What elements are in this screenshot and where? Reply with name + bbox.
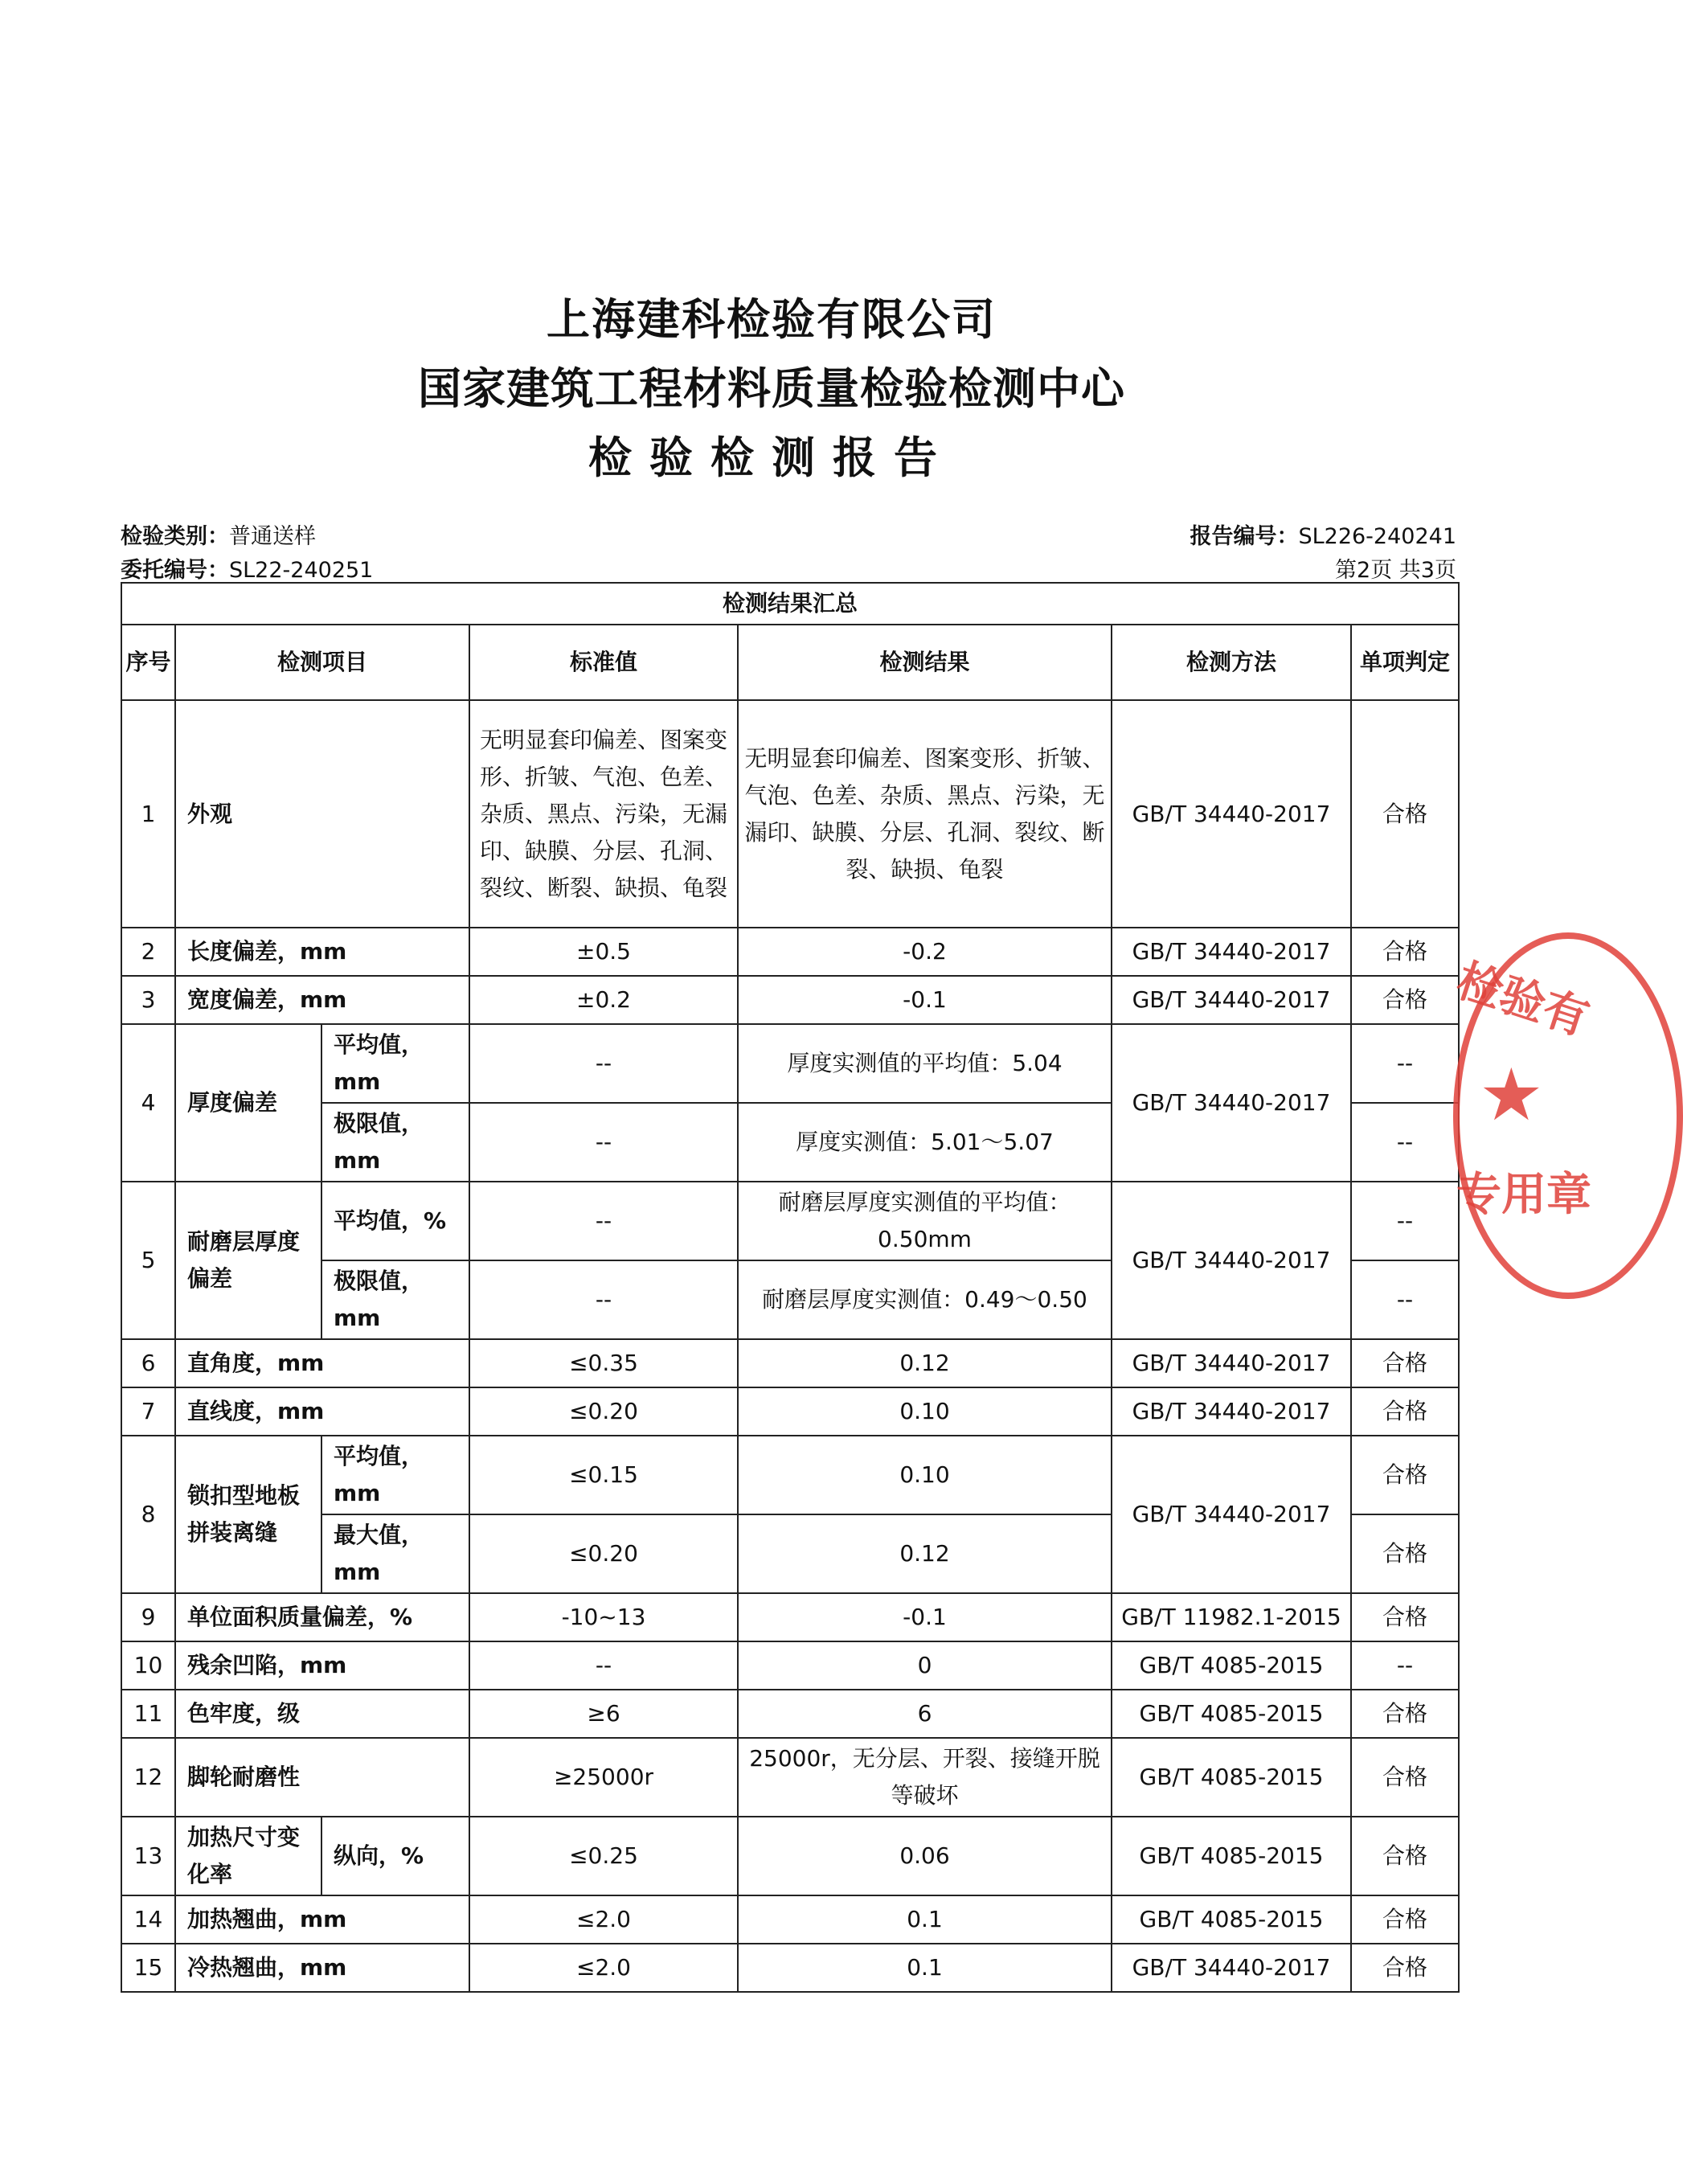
row-result: -0.1 [738, 976, 1112, 1024]
row-judgement: -- [1351, 1103, 1459, 1182]
commission-number-value: SL22-240251 [229, 558, 374, 583]
row-method: GB/T 34440-2017 [1112, 976, 1351, 1024]
page-indicator: 第2页 共3页 [1335, 558, 1456, 583]
row-no: 4 [121, 1024, 175, 1182]
row-method: GB/T 34440-2017 [1112, 1436, 1351, 1593]
header-result: 检测结果 [738, 625, 1112, 700]
row-subitem: 平均值，mm [321, 1436, 469, 1514]
row-result: 0.1 [738, 1895, 1112, 1944]
row-method: GB/T 34440-2017 [1112, 1339, 1351, 1387]
row-item: 宽度偏差，mm [175, 976, 469, 1024]
row-item: 直角度，mm [175, 1339, 469, 1387]
row-judgement: 合格 [1351, 1593, 1459, 1641]
row-result: 耐磨层厚度实测值：0.49～0.50 [738, 1260, 1112, 1339]
row-no: 15 [121, 1944, 175, 1992]
seal-star-icon: ★ [1479, 1053, 1544, 1137]
table-row [121, 1690, 1459, 1738]
row-method: GB/T 34440-2017 [1112, 1944, 1351, 1992]
report-number [1190, 518, 1456, 550]
row-subitem: 最大值，mm [321, 1514, 469, 1593]
header-item: 检测项目 [175, 625, 469, 700]
row-judgement: 合格 [1351, 1944, 1459, 1992]
inspection-type-value: 普通送样 [229, 524, 316, 549]
row-method: GB/T 34440-2017 [1112, 928, 1351, 976]
row-subitem: 极限值，mm [321, 1260, 469, 1339]
row-item: 厚度偏差 [175, 1024, 321, 1182]
table-row [121, 700, 1459, 928]
header-no: 序号 [121, 625, 175, 700]
table-row [121, 1895, 1459, 1944]
report-number-label: 报告编号： [1190, 524, 1299, 549]
row-no: 9 [121, 1593, 175, 1641]
row-judgement: 合格 [1351, 1895, 1459, 1944]
row-no: 2 [121, 928, 175, 976]
row-result: 厚度实测值：5.01～5.07 [738, 1103, 1112, 1182]
table-row [121, 1817, 1459, 1895]
row-standard: ≤2.0 [469, 1895, 738, 1944]
row-judgement: 合格 [1351, 1817, 1459, 1895]
row-judgement: -- [1351, 1641, 1459, 1690]
row-no: 13 [121, 1817, 175, 1895]
row-standard: ≤0.20 [469, 1387, 738, 1436]
row-item: 锁扣型地板拼装离缝 [175, 1436, 321, 1593]
row-standard: ≥25000r [469, 1738, 738, 1817]
row-method: GB/T 34440-2017 [1112, 1387, 1351, 1436]
row-standard: -- [469, 1641, 738, 1690]
header-standard: 标准值 [469, 625, 738, 700]
report-number-value: SL226-240241 [1298, 524, 1456, 549]
row-standard: ±0.5 [469, 928, 738, 976]
row-item: 外观 [175, 700, 469, 928]
row-item: 单位面积质量偏差，% [175, 1593, 469, 1641]
row-result: 0 [738, 1641, 1112, 1690]
row-standard: ≤0.15 [469, 1436, 738, 1514]
row-standard: -- [469, 1182, 738, 1260]
commission-number [121, 552, 373, 584]
row-no: 8 [121, 1436, 175, 1593]
row-judgement: 合格 [1351, 1690, 1459, 1738]
row-judgement: 合格 [1351, 1436, 1459, 1514]
row-subitem: 平均值，mm [321, 1024, 469, 1103]
row-judgement: -- [1351, 1024, 1459, 1103]
row-no: 3 [121, 976, 175, 1024]
row-result: 0.10 [738, 1436, 1112, 1514]
inspection-type [121, 518, 316, 550]
row-judgement: -- [1351, 1182, 1459, 1260]
row-result: 25000r，无分层、开裂、接缝开脱等破坏 [738, 1738, 1112, 1817]
row-result: -0.1 [738, 1593, 1112, 1641]
row-judgement: 合格 [1351, 1339, 1459, 1387]
row-no: 14 [121, 1895, 175, 1944]
row-item: 耐磨层厚度偏差 [175, 1182, 321, 1339]
row-result: 厚度实测值的平均值：5.04 [738, 1024, 1112, 1103]
row-item: 脚轮耐磨性 [175, 1738, 469, 1817]
row-judgement: 合格 [1351, 928, 1459, 976]
row-method: GB/T 34440-2017 [1112, 1182, 1351, 1339]
row-item: 加热翘曲，mm [175, 1895, 469, 1944]
inspection-type-label: 检验类别： [121, 524, 229, 549]
row-item: 冷热翘曲，mm [175, 1944, 469, 1992]
row-no: 6 [121, 1339, 175, 1387]
table-row [121, 1182, 1459, 1260]
table-row [121, 928, 1459, 976]
row-standard: ≤0.35 [469, 1339, 738, 1387]
row-standard: -10~13 [469, 1593, 738, 1641]
row-standard: -- [469, 1103, 738, 1182]
row-judgement: 合格 [1351, 1387, 1459, 1436]
row-no: 7 [121, 1387, 175, 1436]
table-row [121, 1641, 1459, 1690]
row-judgement: 合格 [1351, 700, 1459, 928]
row-judgement: 合格 [1351, 1514, 1459, 1593]
table-row [121, 1738, 1459, 1817]
row-standard: ≤0.20 [469, 1514, 738, 1593]
row-method: GB/T 34440-2017 [1112, 700, 1351, 928]
row-method: GB/T 34440-2017 [1112, 1024, 1351, 1182]
seal-text-bottom: 专用章 [1456, 1169, 1591, 1221]
row-standard: ±0.2 [469, 976, 738, 1024]
row-method: GB/T 4085-2015 [1112, 1738, 1351, 1817]
table-row [121, 1339, 1459, 1387]
row-item: 加热尺寸变化率 [175, 1817, 321, 1895]
row-no: 1 [121, 700, 175, 928]
row-method: GB/T 4085-2015 [1112, 1895, 1351, 1944]
row-result: 无明显套印偏差、图案变形、折皱、气泡、色差、杂质、黑点、污染，无漏印、缺膜、分层、孔洞、裂纹、断裂、缺损、龟裂 [738, 700, 1112, 928]
header-judgement: 单项判定 [1351, 625, 1459, 700]
row-result: 0.12 [738, 1339, 1112, 1387]
row-method: GB/T 4085-2015 [1112, 1690, 1351, 1738]
row-no: 12 [121, 1738, 175, 1817]
row-standard: -- [469, 1260, 738, 1339]
row-item: 直线度，mm [175, 1387, 469, 1436]
table-row [121, 1436, 1459, 1514]
seal-text-top: 检验有 [1450, 954, 1595, 1047]
row-no: 10 [121, 1641, 175, 1690]
row-result: 0.10 [738, 1387, 1112, 1436]
row-standard: -- [469, 1024, 738, 1103]
company-name: 上海建科检验有限公司 [547, 294, 997, 345]
header-method: 检测方法 [1112, 625, 1351, 700]
row-subitem: 极限值，mm [321, 1103, 469, 1182]
center-name: 国家建筑工程材料质量检验检测中心 [418, 363, 1125, 414]
row-standard: 无明显套印偏差、图案变形、折皱、气泡、色差、杂质、黑点、污染，无漏印、缺膜、分层、孔洞、裂纹、断裂、缺损、龟裂 [469, 700, 738, 928]
table-row [121, 1593, 1459, 1641]
row-judgement: -- [1351, 1260, 1459, 1339]
row-method: GB/T 4085-2015 [1112, 1817, 1351, 1895]
row-result: 0.12 [738, 1514, 1112, 1593]
row-judgement: 合格 [1351, 976, 1459, 1024]
report-title: 检验检测报告 [588, 432, 955, 483]
row-standard: ≥6 [469, 1690, 738, 1738]
row-no: 11 [121, 1690, 175, 1738]
row-judgement: 合格 [1351, 1738, 1459, 1817]
table-row [121, 976, 1459, 1024]
table-row [121, 1024, 1459, 1103]
row-no: 5 [121, 1182, 175, 1339]
commission-number-label: 委托编号： [121, 558, 229, 583]
row-method: GB/T 11982.1-2015 [1112, 1593, 1351, 1641]
table-row [121, 1387, 1459, 1436]
row-result: 6 [738, 1690, 1112, 1738]
row-subitem: 平均值，% [321, 1182, 469, 1260]
row-result: 0.1 [738, 1944, 1112, 1992]
row-standard: ≤2.0 [469, 1944, 738, 1992]
row-result: 耐磨层厚度实测值的平均值：0.50mm [738, 1182, 1112, 1260]
results-table [121, 582, 1460, 1993]
table-caption: 检测结果汇总 [121, 583, 1459, 625]
row-item: 色牢度，级 [175, 1690, 469, 1738]
row-subitem: 纵向，% [321, 1817, 469, 1895]
row-result: -0.2 [738, 928, 1112, 976]
row-method: GB/T 4085-2015 [1112, 1641, 1351, 1690]
row-item: 长度偏差，mm [175, 928, 469, 976]
row-item: 残余凹陷，mm [175, 1641, 469, 1690]
row-result: 0.06 [738, 1817, 1112, 1895]
row-standard: ≤0.25 [469, 1817, 738, 1895]
table-row [121, 1944, 1459, 1992]
